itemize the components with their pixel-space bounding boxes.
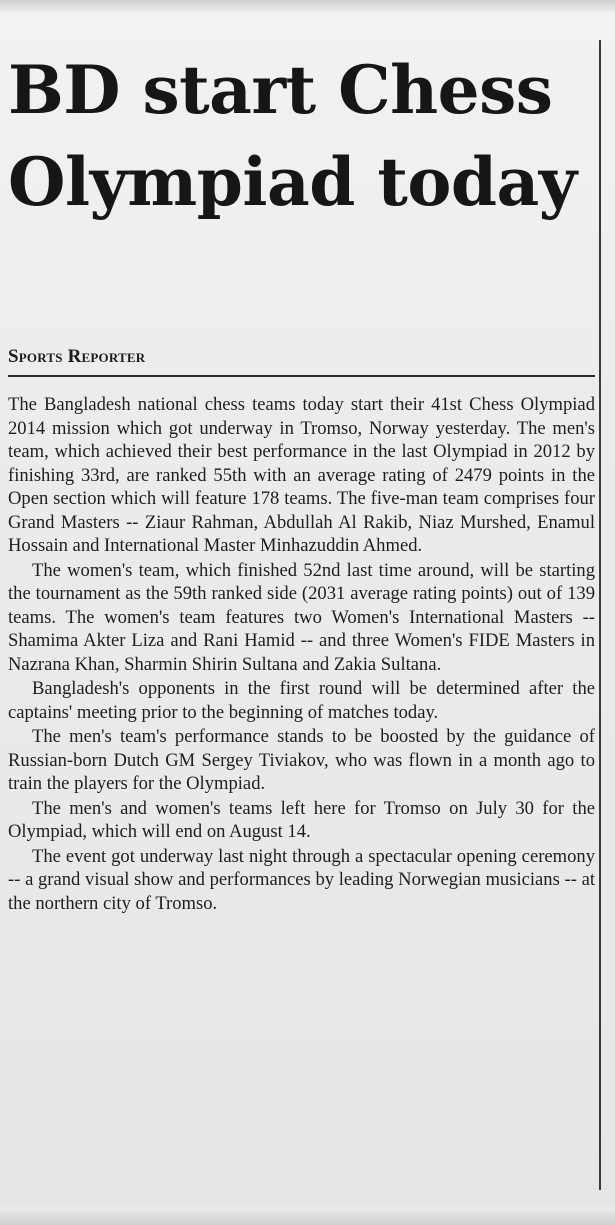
byline: Sports Reporter bbox=[8, 346, 595, 377]
column-rule-right bbox=[599, 40, 601, 1190]
paragraph-2: The women's team, which finished 52nd last time around, will be starting the tournament as the 59th ranked side (2031 average rating points) out of 139 teams. The women's team features two Women's International Masters -- Shamima Akter Liza and Rani Hamid -- and three Women's FIDE Masters in Nazrana Khan, Sharmin Shirin Sultana and Zakia Sultana. bbox=[8, 559, 595, 675]
paragraph-1: The Bangladesh national chess teams today start their 41st Chess Olympiad 2014 mission which got underway in Tromso, Norway yesterday. The men's team, which achieved their best performance in the last Olympiad in 2012 by finishing 33rd, are ranked 55th with an average rating of 2479 points in the Open section which will feature 178 teams. The five-man team comprises four Grand Masters -- Ziaur Rahman, Abdullah Al Rakib, Niaz Murshed, Enamul Hossain and International Master Minhazuddin Ahmed. bbox=[8, 394, 595, 556]
article-body bbox=[8, 393, 595, 916]
bottom-edge bbox=[0, 1207, 615, 1225]
paragraph-6: The event got underway last night through a spectacular opening ceremony -- a grand visual show and performances by leading Norwegian musicians -- at the northern city of Tromso. bbox=[8, 845, 595, 914]
top-edge bbox=[0, 0, 615, 12]
paragraph-4: The men's team's performance stands to be boosted by the guidance of Russian-born Dutch GM Sergey Tiviakov, who was flown in a month ago to train the players for the Olympiad. bbox=[8, 726, 595, 794]
headline: BD start Chess Olympiad today bbox=[8, 51, 577, 221]
paragraph-3: Bangladesh's opponents in the first round will be determined after the captains' meeting prior to the beginning of matches today. bbox=[8, 678, 595, 723]
paragraph-5: The men's and women's teams left here for Tromso on July 30 for the Olympiad, which will end on August 14. bbox=[8, 797, 595, 842]
